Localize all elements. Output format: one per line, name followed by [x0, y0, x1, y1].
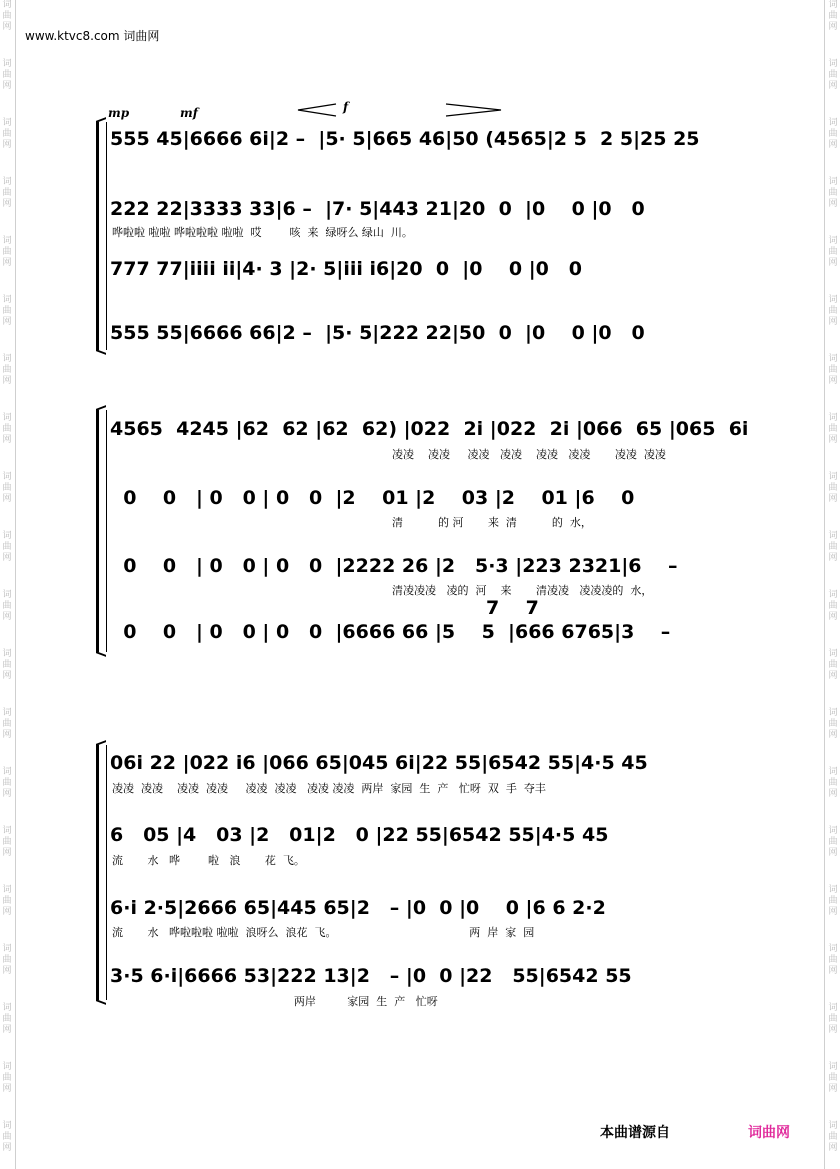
staff-1-part-2: 222 22|3333 33|6 – |7· 5|443 21|20 0 |0 0 |0 0	[110, 198, 645, 220]
dynamic-mp: mp	[108, 106, 130, 120]
watermark-left: 词曲网 词曲网 词曲网 词曲网 词曲网 词曲网 词曲网 词曲网 词曲网 词曲网 词曲网 词曲网 词曲网 词曲网 词曲网 词曲网 词曲网 词曲网 词曲网 词曲网	[2, 0, 12, 1153]
staff-2-part-4: 0 0 | 0 0 | 0 0 |6666 66 |5 5 |666 6765|3 –	[110, 621, 671, 643]
lyrics-3-part-4: 两岸 家园 生 产 忙呀	[112, 995, 438, 1008]
staff-3-part-3: 6·i 2·5|2666 65|445 65|2 – |0 0 |0 0 |6 6 2·2	[110, 897, 606, 919]
dynamic-mf: mf	[180, 106, 198, 120]
watermark-right: 词曲网 词曲网 词曲网 词曲网 词曲网 词曲网 词曲网 词曲网 词曲网 词曲网 词曲网 词曲网 词曲网 词曲网 词曲网 词曲网 词曲网 词曲网 词曲网 词曲网	[828, 0, 838, 1153]
footer-source-label: 本曲谱源自	[600, 1125, 670, 1141]
left-margin-line	[15, 0, 16, 1169]
staff-2-part-1: 4565 4245 |62 62 |62 62) |022 2i |022 2i |066 65 |065 6i	[110, 418, 749, 440]
lyrics-3-part-1: 凌凌 凌凌 凌凌 凌凌 凌凌 凌凌 凌凌 凌凌 两岸 家园 生 产 忙呀 双 手 夺丰	[112, 782, 546, 795]
lyrics-1-part-2: 哗啦啦 啦啦 哗啦啦啦 啦啦 哎 咳 来 绿呀么 绿山 川。	[112, 226, 413, 239]
system-barline	[106, 122, 107, 350]
lyrics-2-part-1: 凌凌 凌凌 凌凌 凌凌 凌凌 凌凌 凌凌 凌凌	[392, 448, 666, 461]
system-barline	[106, 410, 107, 652]
dynamic-f: f	[343, 100, 349, 114]
lyrics-3-part-2: 流 水 哗 啦 浪 花 飞。	[112, 854, 305, 867]
staff-3-part-1: 06i 22 |022 i6 |066 65|045 6i|22 55|6542 55|4·5 45	[110, 752, 648, 774]
lyrics-2-part-3: 清凌凌凌 凌的 河 来 清凌凌 凌凌凌的 水，	[392, 584, 653, 597]
staff-2-part-2: 0 0 | 0 0 | 0 0 |2 01 |2 03 |2 01 |6 0	[110, 487, 635, 509]
staff-2-part-3: 0 0 | 0 0 | 0 0 |2222 26 |2 5·3 |223 2321|6 –	[110, 555, 678, 577]
staff-1-part-4: 555 55|6666 66|2 – |5· 5|222 22|50 0 |0 0 |0 0	[110, 322, 645, 344]
staff-3-part-4: 3·5 6·i|6666 53|222 13|2 – |0 0 |22 55|6542 55	[110, 965, 632, 987]
lyrics-3-part-3: 流 水 哗啦啦啦 啦啦 浪呀么 浪花 飞。 两 岸 家 园	[112, 926, 535, 939]
lyrics-2-part-2: 清 的 河 来 清 的 水，	[392, 516, 592, 529]
crescendo-decrescendo	[296, 102, 516, 118]
system-barline	[106, 745, 107, 1000]
staff-3-part-2: 6 05 |4 03 |2 01|2 0 |22 55|6542 55|4·5 45	[110, 824, 609, 846]
right-margin-line	[824, 0, 825, 1169]
staff-1-part-3: 777 77|iiii ii|4· 3 |2· 5|iii i6|20 0 |0 0 |0 0	[110, 258, 582, 280]
staff-1-part-1: 555 45|6666 6i|2 – |5· 5|665 46|50 (4565|2 5 2 5|25 25	[110, 128, 700, 150]
footer-site-link[interactable]: 词曲网	[748, 1125, 790, 1141]
header-url: www.ktvc8.com 词曲网	[25, 29, 160, 43]
staff-2-sevens: 7 7	[486, 597, 539, 619]
